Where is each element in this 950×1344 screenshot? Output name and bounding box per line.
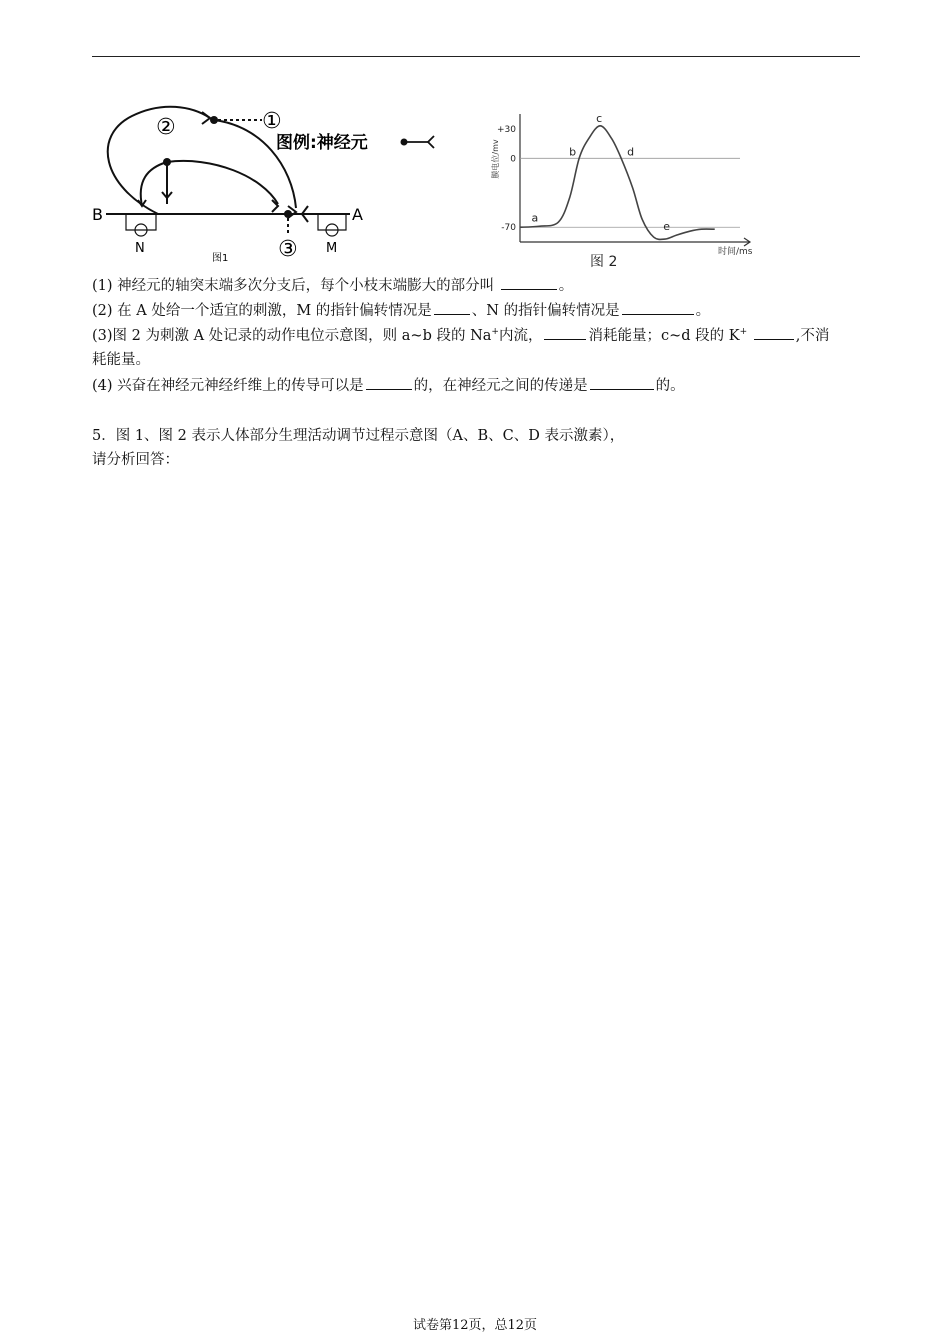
q3-mid3 [747,328,752,344]
y-axis-label: 膜电位/mv [491,139,500,179]
header-rule [92,56,860,57]
q1-suffix: 。 [558,278,574,294]
q4-middle: 的，在神经元之间的传递是 [413,378,588,394]
question-1 [92,274,573,298]
na-superscript: + [491,327,499,338]
label-B: B [92,205,103,224]
question-5 [92,424,624,448]
q2-suffix: 。 [695,303,711,319]
k-superscript: + [739,327,748,338]
y-tick-label-0: +30 [497,124,516,135]
neuron-2-left-branch [141,162,167,206]
q4-blank-synapse[interactable] [590,374,654,390]
label-1: ① [262,109,282,134]
q3-mid2: 消耗能量；c~d 段的 K [588,328,740,344]
q1-blank[interactable] [501,274,557,290]
neuron-legend-icon [400,132,440,152]
q3-blank-na[interactable] [544,324,586,340]
figure-1-caption: 图1 [212,253,229,264]
q3-suffix: ,不消 [795,328,830,344]
q4-blank-fiber[interactable] [366,374,412,390]
q5-line2: 请分析回答： [92,452,179,468]
legend-text: 图例:神经元 [276,133,368,153]
figure-1-reflex-arc [92,96,392,266]
label-N: N [135,241,145,256]
point-label-e: e [663,220,671,234]
action-potential-curve [520,126,715,240]
y-tick-label-2: -70 [501,223,516,234]
page-footer: 试卷第12页，总12页 [412,1318,538,1333]
question-3 [92,324,829,348]
label-A: A [352,205,363,224]
q5-line1: 5．图 1、图 2 表示人体部分生理活动调节过程示意图（A、B、C、D 表示激素）， [92,428,625,444]
q2-blank-m[interactable] [434,299,470,315]
figure-2-action-potential-chart [488,108,753,270]
point-label-d: d [627,145,635,159]
q2-text: (2) 在 A 处给一个适宜的刺激，M 的指针偏转情况是 [92,303,432,319]
question-3-line-2 [92,348,150,372]
q3-line2: 耗能量。 [92,352,150,368]
y-tick-label-1: 0 [510,154,516,165]
point-label-c: c [596,111,603,125]
question-2 [92,299,710,323]
question-5-line-2 [92,448,179,472]
q4-text: (4) 兴奋在神经元神经纤维上的传导可以是 [92,378,364,394]
x-axis-label: 时间/ms [718,247,753,257]
q4-suffix: 的。 [655,378,685,394]
question-4 [92,374,685,398]
q3-text: (3)图 2 为刺激 A 处记录的动作电位示意图，则 a~b 段的 Na [92,328,492,344]
q3-blank-k[interactable] [754,324,794,340]
q3-mid1: 内流， [498,328,543,344]
figure-2-caption: 图 2 [590,254,618,270]
point-label-a: a [531,211,539,225]
label-2: ② [156,115,176,140]
label-3: ③ [278,237,298,262]
q2-blank-n[interactable] [622,299,694,315]
q1-text: (1) 神经元的轴突末端多次分支后，每个小枝末端膨大的部分叫 [92,278,499,294]
q2-middle: 、N 的指针偏转情况是 [471,303,620,319]
neuron-2-branch [167,161,278,204]
point-label-b: b [569,145,577,159]
label-M: M [326,241,338,256]
